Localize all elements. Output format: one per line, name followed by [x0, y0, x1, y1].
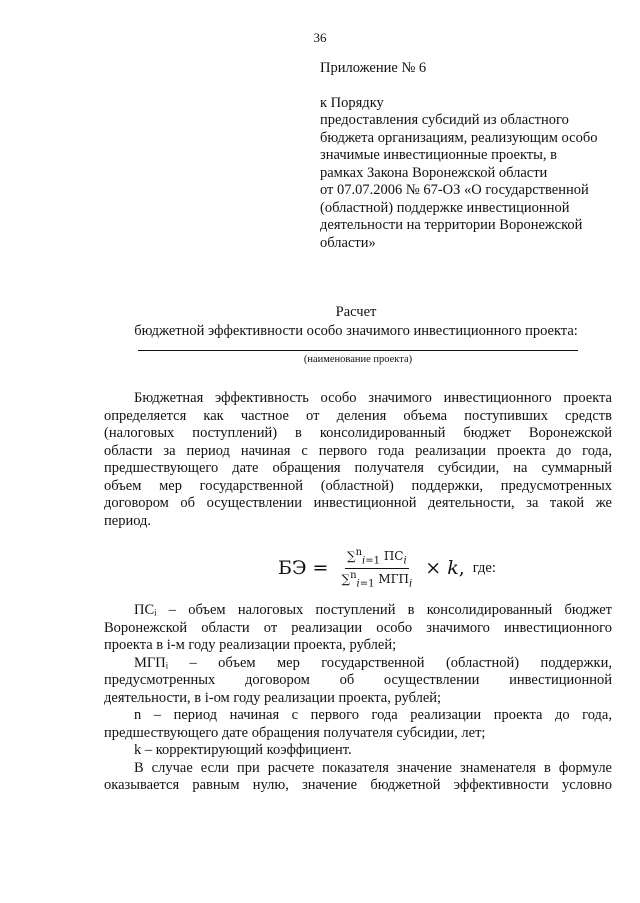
text-line: определяется как частное от деления объема поступивших средств: [104, 407, 612, 424]
page-number: 36: [313, 30, 327, 45]
times-sign: ×: [419, 557, 448, 579]
denominator-term: МГП: [378, 571, 410, 586]
appendix-line: области»: [320, 234, 376, 251]
sum-symbol: ∑: [341, 571, 351, 586]
appendix-line: от 07.07.2006 № 67-ОЗ «О государственной: [320, 182, 589, 198]
formula-fraction: [340, 547, 415, 589]
appendix-line: (областной) поддержке инвестиционной: [320, 199, 570, 216]
appendix-line: к Порядку: [320, 94, 384, 111]
text-line: Бюджетная эффективность особо значимого инвестиционного проекта: [134, 390, 612, 406]
title-line-1: Расчет: [335, 304, 377, 320]
text-line: n – период начиная с первого года реализации проекта до года,: [134, 707, 612, 723]
appendix-title: Приложение № 6: [320, 60, 427, 76]
appendix-line: предоставления субсидий из областного: [320, 112, 569, 128]
text-line: предшествующего дате обращения получателя субсидии, лет;: [104, 724, 486, 741]
text-line: k – корректирующий коэффициент.: [134, 742, 352, 758]
numerator-term: ПС: [383, 549, 404, 564]
text-line: предшествующего дате обращения получателя субсидии, на суммарный: [104, 460, 612, 476]
formula-lhs: БЭ: [278, 557, 307, 579]
appendix-line: бюджета организациям, реализующим особо: [320, 129, 598, 146]
sum-symbol: ∑: [347, 549, 356, 564]
text-line: (налоговых поступлений) в консолидированный бюджет Воронежской: [104, 425, 612, 441]
text-line: оказывается равным нулю, значение бюджетной эффективности условно: [104, 777, 612, 793]
text-line: деятельности, в i-ом году реализации проекта, рублей;: [104, 689, 442, 706]
appendix-line: рамках Закона Воронежской области: [320, 164, 548, 181]
text-line: области за период начиная с первого года реализации проекта до года,: [104, 442, 612, 459]
text-line: проекта в i-м году реализации проекта, рублей;: [104, 637, 397, 653]
appendix-line: значимые инвестиционные проекты, в: [320, 147, 557, 163]
text-line: ПСᵢ – объем налоговых поступлений в консолидированный бюджет: [134, 602, 612, 618]
formula: [278, 545, 496, 591]
formula-denominator: ∑$^n_{i=1}$ $МГП_i$: [341, 569, 413, 589]
formula-numerator: ∑$^n_{i=1}$ $ПС_i$: [347, 547, 407, 567]
text-line: Воронежской области от реализации особо значимого инвестиционного: [104, 619, 612, 636]
title-line-2: бюджетной эффективности особо значимого инвестиционного проекта:: [134, 323, 578, 339]
intro-paragraph: [104, 390, 612, 530]
text-line: предусмотренных договором об осуществлении инвестиционной: [104, 672, 612, 688]
formula-where: где:: [472, 559, 496, 576]
text-line: договором об осуществлении инвестиционной деятельности, за такой же: [104, 495, 612, 511]
appendix-header: [320, 60, 620, 252]
comma: ,: [458, 557, 465, 579]
text-line: МГПᵢ – объем мер государственной (областной) поддержки,: [134, 654, 612, 671]
formula-multiplier: k: [447, 557, 459, 579]
document-title: [0, 303, 640, 341]
equals-sign: =: [306, 557, 335, 579]
text-line: В случае если при расчете показателя значение знаменателя в формуле: [134, 759, 612, 776]
text-line: объем мер государственной (областной) поддержки, предусмотренных: [104, 477, 612, 494]
project-name-line: [138, 350, 578, 351]
definitions: [104, 602, 612, 795]
appendix-line: деятельности на территории Воронежской: [320, 217, 583, 233]
text-line: период.: [104, 512, 152, 529]
project-name-caption: (наименование проекта): [303, 354, 413, 365]
